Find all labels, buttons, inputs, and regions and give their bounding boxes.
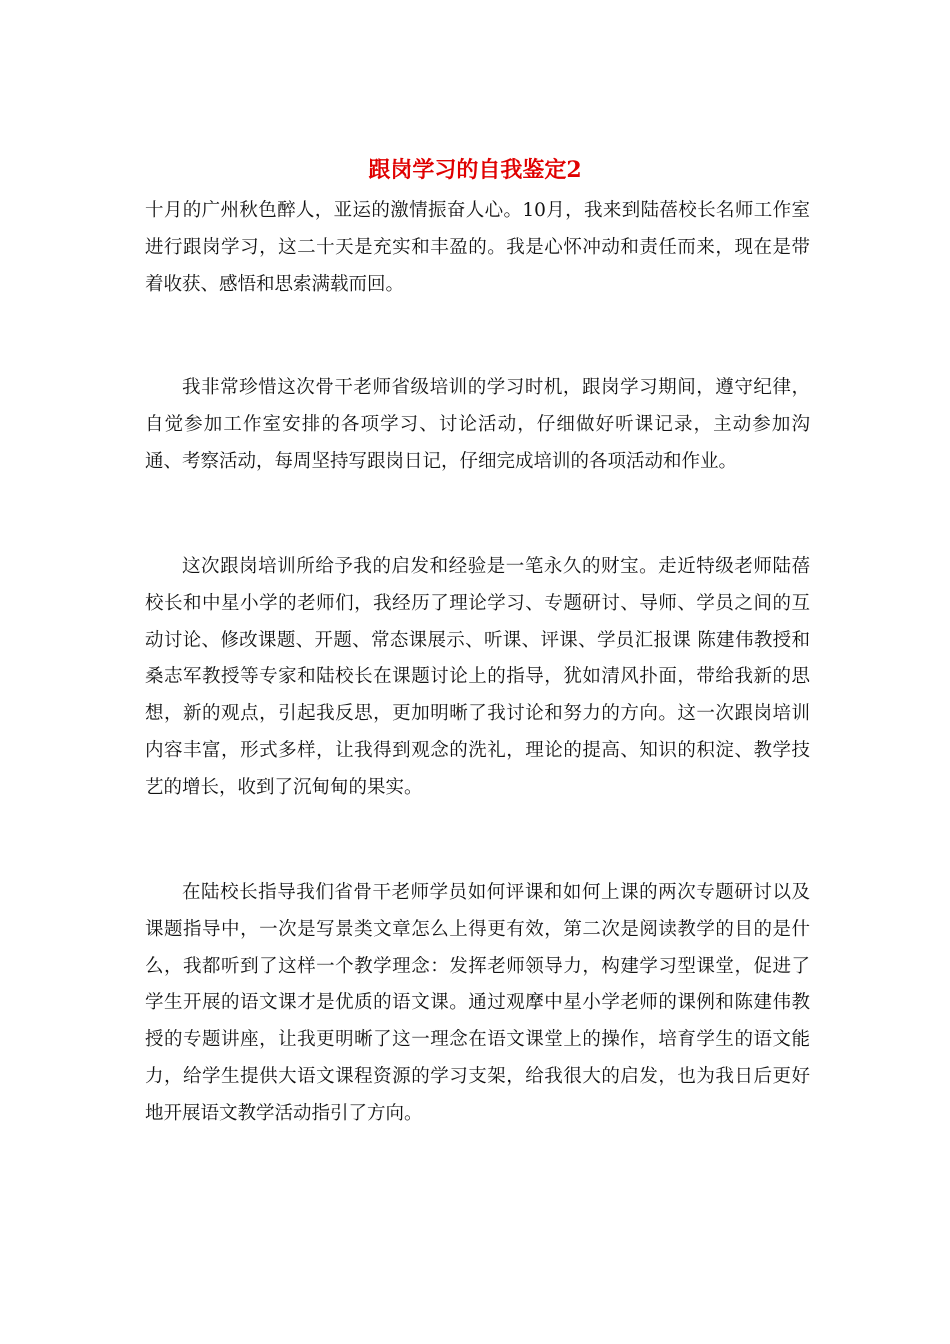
paragraph-1: 十月的广州秋色醉人，亚运的激情振奋人心。10月，我来到陆蓓校长名师工作室进行跟岗学习，这二十天是充实和丰盈的。我是心怀冲动和责任而来，现在是带着收获、感悟和思索满载而回。 (145, 200, 810, 295)
paragraph-4: 在陆校长指导我们省骨干老师学员如何评课和如何上课的两次专题研讨以及课题指导中，一次是写景类文章怎么上得更有效，第二次是阅读教学的目的是什么，我都听到了这样一个教学理念：发挥老师领导力，构建学习型课堂，促进了学生开展的语文课才是优质的语文课。通过观摩中星小学老师的课例和陈建伟教授的专题讲座，让我更明晰了这一理念在语文课堂上的操作，培育学生的语文能力，给学生提供大语文课程资源的学习支架，给我很大的启发，也为我日后更好地开展语文教学活动指引了方向。 (145, 882, 810, 1124)
document-title: 跟岗学习的自我鉴定2 (368, 157, 582, 183)
paragraph-3: 这次跟岗培训所给予我的启发和经验是一笔永久的财宝。走近特级老师陆蓓校长和中星小学的老师们，我经历了理论学习、专题研讨、导师、学员之间的互动讨论、修改课题、开题、常态课展示、听课、评课、学员汇报课 陈建伟教授和桑志军教授等专家和陆校长在课题讨论上的指导，犹如清风扑面，带给我新的思想，新的观点，引起我反思，更加明晰了我讨论和努力的方向。这一次跟岗培训内容丰富，形式多样，让我得到观念的洗礼，理论的提高、知识的积淀、教学技艺的增长，收到了沉甸甸的果实。 (145, 556, 810, 798)
paragraph-2: 我非常珍惜这次骨干老师省级培训的学习时机，跟岗学习期间，遵守纪律，自觉参加工作室安排的各项学习、讨论活动，仔细做好听课记录，主动参加沟通、考察活动，每周坚持写跟岗日记，仔细完成培训的各项活动和作业。 (145, 377, 810, 472)
